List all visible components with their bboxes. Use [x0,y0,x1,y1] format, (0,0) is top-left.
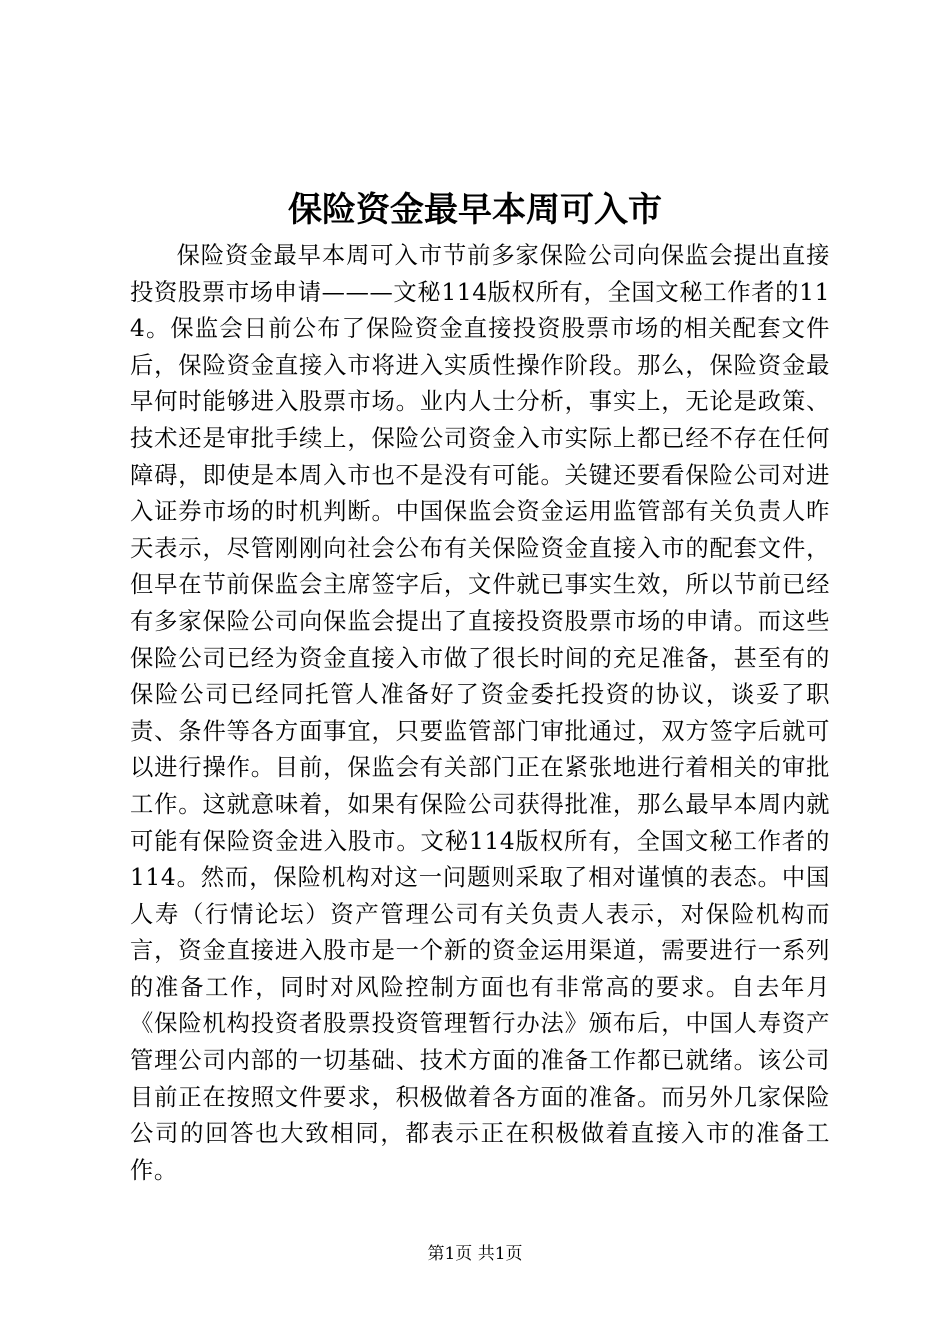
page-number-footer: 第1页 共1页 [427,1244,523,1264]
body-paragraph: 保险资金最早本周可入市节前多家保险公司向保监会提出直接投资股票市场申请———文秘114版权所有，全国文秘工作者的114。保监会日前公布了保险资金直接投资股票市场的相关配套文件后，保险资金直接入市将进入实质性操作阶段。那么，保险资金最早何时能够进入股票市场。业内人士分析，事实上，无论是政策、技术还是审批手续上，保险公司资金入市实际上都已经不存在任何障碍，即使是本周入市也不是没有可能。关键还要看保险公司对进入证券市场的时机判断。中国保监会资金运用监管部有关负责人昨天表示，尽管刚刚向社会公布有关保险资金直接入市的配套文件，但早在节前保监会主席签字后，文件就已事实生效，所以节前已经有多家保险公司向保监会提出了直接投资股票市场的申请。而这些保险公司已经为资金直接入市做了很长时间的充足准备，甚至有的保险公司已经同托管人准备好了资金委托投资的协议，谈妥了职责、条件等各方面事宜，只要监管部门审批通过，双方签字后就可以进行操作。目前，保监会有关部门正在紧张地进行着相关的审批工作。这就意味着，如果有保险公司获得批准，那么最早本周内就可能有保险资金进入股市。文秘114版权所有，全国文秘工作者的114。然而，保险机构对这一问题则采取了相对谨慎的表态。中国人寿（行情论坛）资产管理公司有关负责人表示，对保险机构而言，资金直接进入股市是一个新的资金运用渠道，需要进行一系列的准备工作，同时对风险控制方面也有非常高的要求。自去年月《保险机构投资者股票投资管理暂行办法》颁布后，中国人寿资产管理公司内部的一切基础、技术方面的准备工作都已就绪。该公司目前正在按照文件要求，积极做着各方面的准备。而另外几家保险公司的回答也大致相同，都表示正在积极做着直接入市的准备工作。 [130,242,830,1184]
page-title: 保险资金最早本周可入市 [288,190,662,230]
